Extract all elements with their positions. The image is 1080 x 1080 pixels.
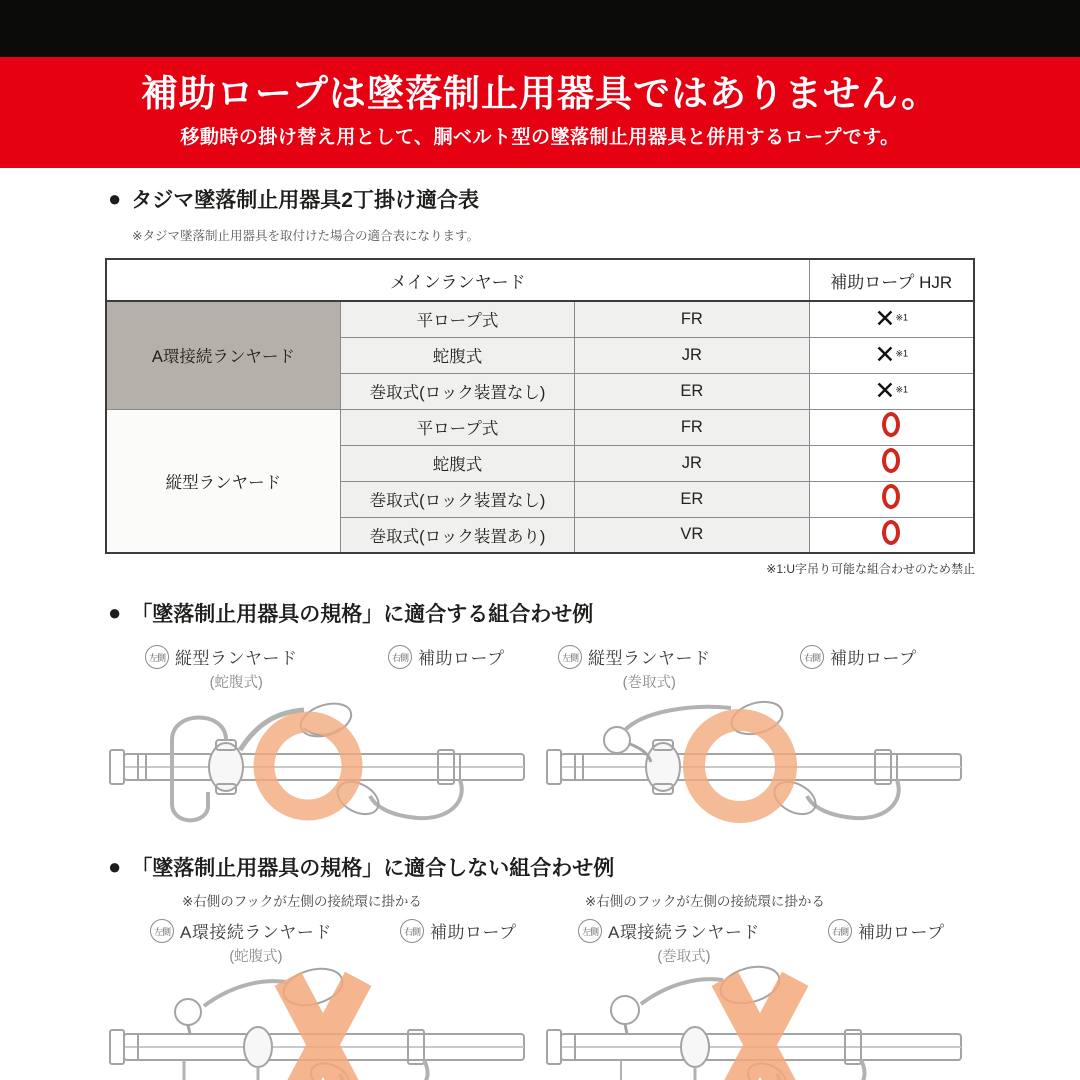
ng-example2-left-label — [578, 918, 760, 966]
lanyard-label: A環接続ランヤード — [180, 923, 332, 942]
ok-example2-right-label — [800, 644, 917, 669]
ng-section-title: 「墜落制止用器具の規格」に適合しない組合わせ例 — [131, 857, 615, 880]
aux-rope-label: 補助ロープ — [858, 923, 945, 942]
x-mark-icon: ✕ — [874, 304, 896, 333]
cell-type: 平ロープ式 — [340, 409, 574, 445]
ok-circle-icon — [882, 448, 900, 473]
cell-code: VR — [575, 517, 809, 553]
x-mark-icon: ✕ — [874, 376, 896, 405]
ok-combination-diagram-1 — [108, 692, 538, 842]
ok-section-title: 「墜落制止用器具の規格」に適合する組合わせ例 — [131, 603, 594, 626]
lanyard-label: 縦型ランヤード — [175, 649, 298, 668]
cell-type: 平ロープ式 — [340, 301, 574, 337]
lanyard-type-sub: (巻取式) — [657, 949, 711, 965]
ok-combination-diagram-2 — [545, 692, 975, 842]
ng-x-overlay-icon — [275, 972, 372, 1080]
x-mark-footnote-ref: ※1 — [895, 384, 908, 394]
header-aux-rope: 補助ロープ HJR — [809, 259, 974, 301]
lanyard-type-sub: (蛇腹式) — [209, 675, 263, 691]
group-a-ring-lanyard: A環接続ランヤード — [106, 301, 340, 409]
ng-combination-diagram-2 — [545, 962, 975, 1080]
ok-example1-right-label — [388, 644, 505, 669]
bullet-icon: ● — [108, 186, 122, 211]
left-side-badge: 左側 — [558, 645, 582, 669]
ok-circle-icon — [882, 520, 900, 545]
cell-code: FR — [575, 409, 809, 445]
table-row — [106, 409, 974, 445]
aux-rope-label: 補助ロープ — [830, 649, 917, 668]
bullet-icon: ● — [108, 854, 122, 879]
cell-type: 蛇腹式 — [340, 445, 574, 481]
cell-mark-ok — [809, 409, 974, 445]
aux-rope-label: 補助ロープ — [430, 923, 517, 942]
right-side-badge: 右側 — [828, 919, 852, 943]
banner-title: 補助ロープは墜落制止用器具ではありません。 — [140, 73, 940, 114]
table-header-row — [106, 259, 974, 301]
table-section-title: タジマ墜落制止用器具2丁掛け適合表 — [131, 189, 479, 212]
cell-mark-ok — [809, 517, 974, 553]
table-section-heading — [108, 184, 479, 214]
x-mark-footnote-ref: ※1 — [895, 312, 908, 323]
x-mark-icon: ✕ — [874, 340, 896, 369]
warning-banner — [0, 57, 1080, 168]
lanyard-label: A環接続ランヤード — [608, 923, 760, 942]
x-mark-footnote-ref: ※1 — [895, 348, 908, 358]
left-side-badge: 左側 — [578, 919, 602, 943]
lanyard-type-sub: (蛇腹式) — [229, 949, 283, 965]
group-vertical-lanyard: 縦型ランヤード — [106, 409, 340, 553]
cell-type: 巻取式(ロック装置なし) — [340, 373, 574, 409]
ng-example2-note: ※右側のフックが左側の接続環に掛かる — [585, 894, 825, 909]
aux-rope-label: 補助ロープ — [418, 649, 505, 668]
ok-circle-icon — [882, 484, 900, 509]
banner-subtitle: 移動時の掛け替え用として、胴ベルト型の墜落制止用器具と併用するロープです。 — [180, 127, 900, 149]
ok-example2-left-label — [558, 644, 711, 692]
ng-x-overlay-icon — [712, 972, 809, 1080]
cell-mark-ok — [809, 445, 974, 481]
right-side-badge: 右側 — [400, 919, 424, 943]
ng-section-heading — [108, 852, 614, 882]
ok-example1-left-label — [145, 644, 298, 692]
cell-mark-x — [809, 337, 974, 373]
table-row — [106, 301, 974, 337]
table-section-note: ※タジマ墜落制止用器具を取付けた場合の適合表になります。 — [132, 229, 479, 243]
ng-example2-right-label — [828, 918, 945, 943]
left-side-badge: 左側 — [145, 645, 169, 669]
ng-combination-diagram-1 — [108, 962, 538, 1080]
cell-mark-ok — [809, 481, 974, 517]
ng-example1-right-label — [400, 918, 517, 943]
ok-circle-icon — [882, 412, 900, 437]
cell-mark-x — [809, 301, 974, 337]
bullet-icon: ● — [108, 600, 122, 625]
right-side-badge: 右側 — [388, 645, 412, 669]
ng-example1-left-label — [150, 918, 332, 966]
ng-example1-note: ※右側のフックが左側の接続環に掛かる — [182, 894, 422, 909]
left-side-badge: 左側 — [150, 919, 174, 943]
cell-code: ER — [575, 373, 809, 409]
right-side-badge: 右側 — [800, 645, 824, 669]
header-main-lanyard: メインランヤード — [106, 259, 809, 301]
cell-code: ER — [575, 481, 809, 517]
cell-type: 巻取式(ロック装置なし) — [340, 481, 574, 517]
compatibility-table — [105, 258, 975, 554]
cell-code: JR — [575, 445, 809, 481]
table-footnote: ※1:U字吊り可能な組合わせのため禁止 — [766, 562, 975, 576]
cell-type: 巻取式(ロック装置あり) — [340, 517, 574, 553]
cell-type: 蛇腹式 — [340, 337, 574, 373]
lanyard-type-sub: (巻取式) — [622, 675, 676, 691]
top-black-bar — [0, 0, 1080, 57]
lanyard-label: 縦型ランヤード — [588, 649, 711, 668]
cell-mark-x — [809, 373, 974, 409]
ok-section-heading — [108, 598, 593, 628]
cell-code: FR — [575, 301, 809, 337]
cell-code: JR — [575, 337, 809, 373]
